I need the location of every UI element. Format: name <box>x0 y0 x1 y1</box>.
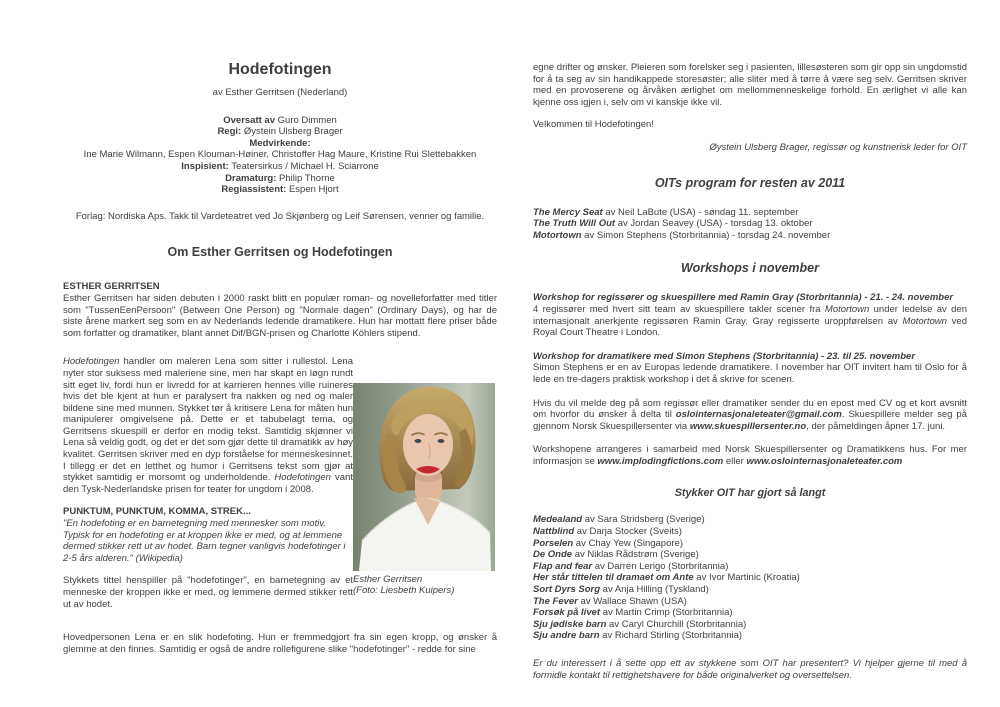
photo-caption <box>353 574 497 596</box>
program-list <box>533 207 967 242</box>
esther-gerritsen-photo <box>353 383 495 571</box>
credit-line: Regiassistent: Espen Hjort <box>221 184 339 196</box>
play-item: The Fever av Wallace Shawn (USA) <box>533 595 687 607</box>
esther-subheading: ESTHER GERRITSEN <box>63 281 160 293</box>
credit-line: Regi: Øystein Ulsberg Brager <box>217 126 343 138</box>
credit-line: Medvirkende: <box>249 137 311 149</box>
credit-line: Ine Marie Wilmann, Espen Klouman-Høiner, Christoffer Hag Maure, Kristine Rui Slettebakken <box>83 149 477 161</box>
workshop1-body: 4 regissører med hvert sitt team av skuespillere takler scener fra Motortown under ledelse av den internasjonalt anerkjente regissøren Ramin Gray. Gray regisserte uroppførelsen av Motortown ved Royal Court Theatre i London. <box>533 303 967 339</box>
portrait-photo-graphic <box>353 383 495 571</box>
play-title: Hodefotingen <box>228 61 332 78</box>
publisher-line: Forlag: Nordiska Aps. Takk til Vardeteatret ved Jo Skjønberg og Leif Sørensen, venner og familie. <box>75 210 485 222</box>
play-item: Porselen av Chay Yew (Singapore) <box>533 537 683 549</box>
credit-line: Inspisient: Teatersirkus / Michael H. Sciarrone <box>181 160 379 172</box>
punktum-subheading: PUNKTUM, PUNKTUM, KOMMA, STREK... <box>63 506 251 518</box>
program-item: Motortown av Simon Stephens (Storbritannia) - torsdag 24. november <box>533 229 831 241</box>
workshop2-body: Simon Stephens er en av Europas ledende dramatikere. I november har OIT invitert ham til Oslo for å lede en tre-dagers praktisk workshop i det å skrive for scenen. <box>533 362 967 385</box>
play-item: Medealand av Sara Stridsberg (Sverige) <box>533 514 705 526</box>
photo-column <box>353 350 497 621</box>
workshops-heading: Workshops i november <box>681 261 819 276</box>
about-section-heading: Om Esther Gerritsen og Hodefotingen <box>167 245 393 260</box>
play-item: Flap and fear av Darren Lerigo (Storbritannia) <box>533 560 729 572</box>
program-heading: OITs program for resten av 2011 <box>654 175 846 190</box>
signup-paragraph: Hvis du vil melde deg på som regissør eller dramatiker sender du en epost med CV og et kort avsnitt om hvorfor du ønsker å delta til oslointernasjonaleteater@gmail.com. Skuespillere melder seg på gjennom Norsk Skuespillersenter via www.skuespillersenter.no, der påmeldingen åpner 17. juni. <box>533 397 967 432</box>
program-item: The Mercy Seat av Neil LaBute (USA) - søndag 11. september <box>533 206 799 218</box>
signature-line: Øystein Ulsberg Brager, regissør og kunstnerisk leder for OIT <box>709 141 967 153</box>
credit-line: Dramaturg: Philip Thorne <box>225 172 335 184</box>
credits-block <box>63 115 497 196</box>
intro-continuation-paragraph: egne drifter og ønsker. Pleieren som forelsker seg i pasienten, lillesøsteren som gir opp sin ungdomstid for å ta seg av sin handikappede storesøster; alle sliter med å tørre å være seg selv. Gerritsen skriver med en provoserene og årvåken ærlighet om mellommenneskelige forhold. En ærlighet vi alle kan kjenne oss igjen i, selv om vi kanskje ikke vil. <box>533 62 967 108</box>
welcome-line: Velkommen til Hodefotingen! <box>533 119 654 131</box>
right-column <box>533 62 967 681</box>
narrow-text-column <box>63 350 353 621</box>
photo-caption-name: Esther Gerritsen <box>353 574 423 586</box>
esther-paragraph: Esther Gerritsen har siden debuten i 2000 raskt blitt en populær roman- og novelleforfatter med titler som "TussenEenPersoon" (Between One Person) og "Normale dagen" (Ordinary Days), og har de siste årene markert seg som en av Nederlands ledende dramatikere. Hun har mottatt flere priser både som forfatter og dramatiker, blant annet Dif/BGN-prisen og Charlotte Köhlers stipend. <box>63 292 497 339</box>
left-column <box>63 60 497 666</box>
play-item: Her står tittelen til dramaet om Ante av Ivor Martinic (Kroatia) <box>533 572 800 584</box>
play-item: De Onde av Niklas Rådstrøm (Sverige) <box>533 549 699 561</box>
tittel-paragraph: Stykkets tittel henspiller på "hodefotinger", en barnetegning av et menneske der kroppen ikke er med, og lemmene dermed stikker rett ut av hodet. <box>63 575 353 610</box>
program-item: The Truth Will Out av Jordan Seavey (USA) - torsdag 13. oktober <box>533 218 813 230</box>
play-byline: av Esther Gerritsen (Nederland) <box>212 87 348 98</box>
workshop2-title: Workshop for dramatikere med Simon Stephens (Storbritannia) - 23. til 25. november <box>533 350 916 362</box>
info-paragraph: Workshopene arrangeres i samarbeid med Norsk Skuespillersenter og Dramatikkens hus. For mer informasjon se www.implodingfictions.com eller www.oslointernasjonaleteater.com <box>533 444 967 467</box>
closing-paragraph: Er du interessert i å sette opp ett av stykkene som OIT har presentert? Vi hjelper gjerne til med å formidle kontakt til rettighetshavere for både originalverket og oversettelsen. <box>533 658 967 681</box>
plays-list <box>533 514 967 642</box>
workshop1-title: Workshop for regissører og skuespillere med Ramin Gray (Storbritannia) - 21. - 24. november <box>533 292 954 304</box>
photo-caption-credit: (Foto: Liesbeth Kuipers) <box>353 585 455 597</box>
text-photo-row <box>63 350 497 621</box>
hovedperson-paragraph: Hovedpersonen Lena er en slik hodefoting. Hun er fremmedgjort fra sin egen kropp, og ønsker å glemme at den finnes. Samtidig er også de andre rollefigurene slike "hodefotinger" - redde for sine <box>63 632 497 655</box>
plays-heading: Stykker OIT har gjort så langt <box>674 487 826 500</box>
play-item: Sju jødiske barn av Caryl Churchill (Storbritannia) <box>533 618 747 630</box>
play-item: Sju andre barn av Richard Stirling (Storbritannia) <box>533 630 743 642</box>
play-item: Nattblind av Darja Stocker (Sveits) <box>533 526 682 538</box>
wikipedia-quote: "En hodefoting er en barnetegning med mennesker som motiv. Typisk for en hodefoting er at kroppen ikke er med, og at lemmene dermed stikker rett ut av hodet. Barn tegner vanligvis hodefotinger i 2-5 års alderen." (Wikipedia) <box>63 518 346 564</box>
play-item: Forsøk på livet av Martin Crimp (Storbritannia) <box>533 607 733 619</box>
play-item: Sort Dyrs Sorg av Anja Hilling (Tyskland) <box>533 584 709 596</box>
credit-line: Oversatt av Guro Dimmen <box>223 114 337 126</box>
hodefotingen-paragraph: Hodefotingen handler om maleren Lena som sitter i rullestol. Lena nyter stor suksess med maleriene sine, men har skapt en løgn rundt sitt eget liv, fordi hun er livredd for at karrieren hennes ville ruineres hvis det ble kjent at hun er paralysert fra nakken og ned og maler bildene sine med munnen. Stykket tør å kritisere Lena for måten hun manipulerer omgivelsene på. Dette er et tabubelagt tema, og Gerritsens skuespill er derfor en modig tekst. Samtidig skjønner vi Lena så veldig godt, og det er det som gjør dette til dramatikk av høy kvalitet. Gerritsen skriver med en dyp forståelse for menneskesinnet. I tillegg er det en letthet og humor i Gerritsens tekst som gjør at stykket samtidig er morsomt og underholdende. Hodefotingen vant den Tysk-Nederlandske prisen for teater for ungdom i 2008. <box>63 356 353 495</box>
